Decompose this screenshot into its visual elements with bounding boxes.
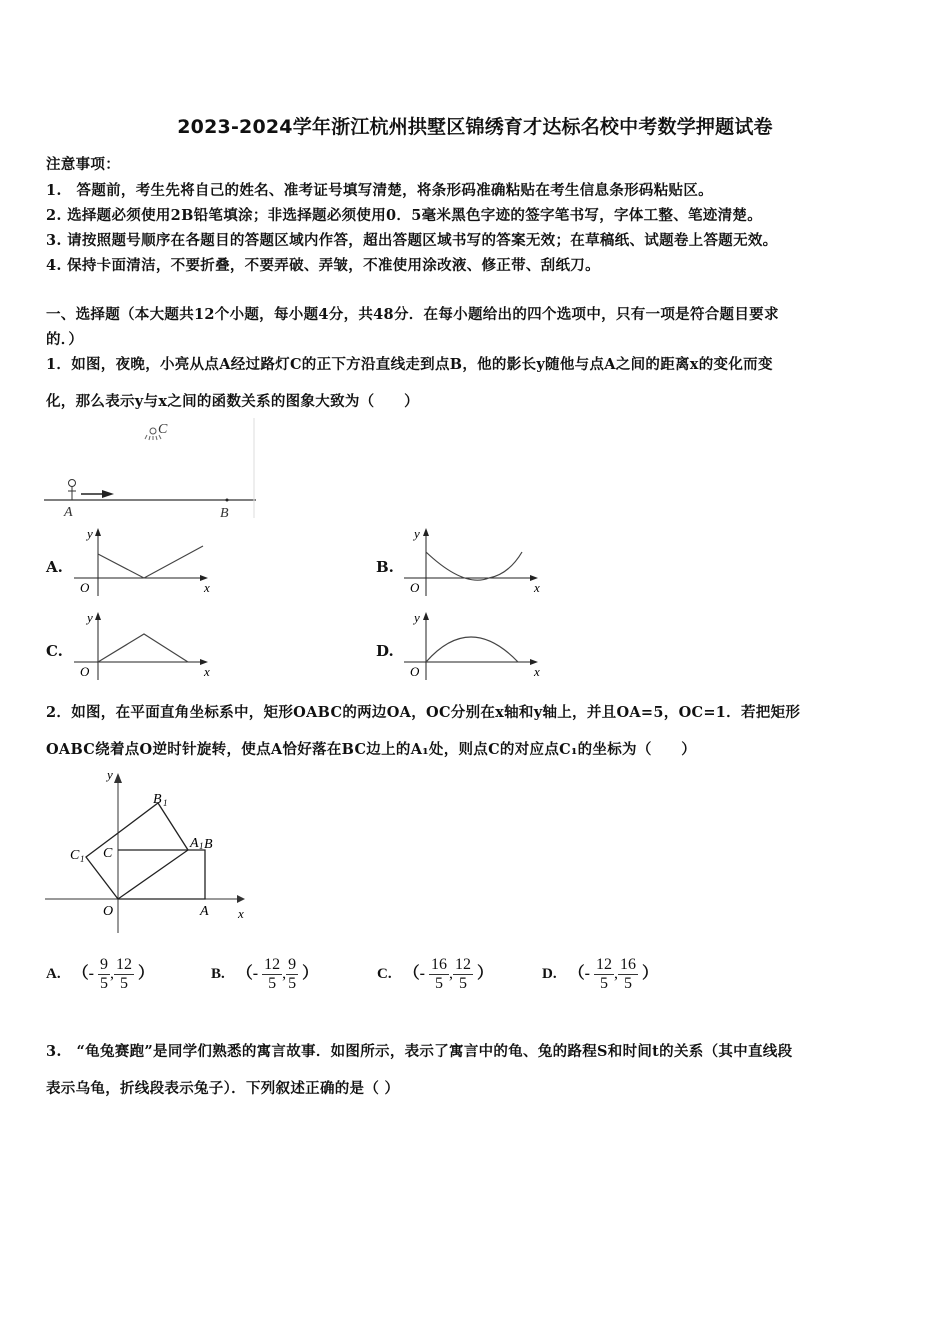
svg-text:x: x [534, 664, 540, 679]
svg-text:x: x [204, 580, 210, 595]
svg-text:O: O [80, 580, 90, 595]
option-d[interactable]: D. （- $\frac{12}{5}$ , $\frac{16}{5}$ ） [542, 956, 658, 992]
svg-text:x: x [534, 580, 540, 595]
svg-text:x: x [238, 906, 244, 921]
svg-text:O: O [80, 664, 90, 679]
svg-text:B: B [220, 506, 229, 521]
svg-text:C: C [70, 848, 80, 863]
svg-text:1: 1 [80, 854, 85, 864]
question-1-text: 1．如图，夜晚，小亮从点A经过路灯C的正下方沿直线走到点B，他的影长y随他与点A之间的距离x的变化而变 [46, 356, 773, 373]
option-d-graph[interactable] [404, 610, 546, 680]
person-icon [68, 480, 76, 501]
option-c[interactable]: C. （- $\frac{16}{5}$ , $\frac{12}{5}$ ） [377, 956, 493, 992]
arrow-right-icon [81, 490, 114, 498]
option-a-label[interactable]: A. [46, 558, 63, 576]
q1-street-figure [44, 418, 260, 522]
svg-text:B: B [204, 837, 213, 852]
svg-text:A: A [64, 505, 73, 520]
svg-text:B: B [153, 792, 162, 807]
section-heading: 一、选择题（本大题共12个小题，每小题4分，共48分．在每小题给出的四个选项中，只有一项是符合题目要求 [46, 306, 779, 323]
option-c-graph[interactable] [74, 610, 216, 680]
notice-item: 4. 保持卡面清洁，不要折叠，不要弄破、弄皱，不准使用涂改液、修正带、刮纸刀。 [46, 257, 600, 274]
option-a-graph[interactable] [74, 526, 216, 596]
svg-text:O: O [410, 664, 420, 679]
svg-text:O: O [103, 904, 114, 919]
svg-text:C: C [103, 846, 113, 861]
svg-text:y: y [414, 610, 420, 625]
svg-text:1: 1 [163, 798, 168, 808]
svg-text:x: x [204, 664, 210, 679]
svg-text:A: A [200, 904, 209, 919]
question-3-text: 3. “龟兔赛跑”是同学们熟悉的寓言故事．如图所示，表示了寓言中的龟、兔的路程S和时间t的关系（其中直线段 [46, 1043, 793, 1060]
question-1-text-cont: 化，那么表示y与x之间的函数关系的图象大致为（ ） [46, 393, 419, 410]
svg-text:y: y [87, 610, 93, 625]
option-d-label[interactable]: D. [376, 642, 394, 660]
svg-text:C: C [158, 422, 168, 437]
option-b-label[interactable]: B. [376, 558, 394, 576]
option-c-label[interactable]: C. [46, 642, 63, 660]
q2-rotation-figure [40, 765, 260, 935]
option-a[interactable]: A. （- $\frac{9}{5}$ , $\frac{12}{5}$ ） [46, 956, 154, 992]
svg-text:y: y [107, 767, 113, 782]
option-b[interactable]: B. （- $\frac{12}{5}$ , $\frac{9}{5}$ ） [211, 956, 319, 992]
notice-item: 3. 请按照题号顺序在各题目的答题区域内作答，超出答题区域书写的答案无效；在草稿纸、试题卷上答题无效。 [46, 232, 778, 249]
notice-heading: 注意事项： [46, 156, 120, 173]
question-2-text-cont: OABC绕着点O逆时针旋转，使点A恰好落在BC边上的A₁处，则点C的对应点C₁的坐标为（ ） [46, 741, 697, 758]
question-3-text-cont: 表示乌龟，折线段表示兔子）．下列叙述正确的是（ ） [46, 1080, 400, 1097]
svg-text:O: O [410, 580, 420, 595]
option-b-graph[interactable] [404, 526, 546, 596]
notice-item: 2. 选择题必须使用2B铅笔填涂；非选择题必须使用0．5毫米黑色字迹的签字笔书写，字体工整、笔迹清楚。 [46, 207, 763, 224]
page-title: 2023-2024学年浙江杭州拱墅区锦绣育才达标名校中考数学押题试卷 [177, 116, 773, 138]
notice-item: 1. 答题前，考生先将自己的姓名、准考证号填写清楚，将条形码准确粘贴在考生信息条形码粘贴区。 [46, 182, 713, 199]
question-2-text: 2．如图，在平面直角坐标系中，矩形OABC的两边OA，OC分别在x轴和y轴上，并且OA=5，OC=1．若把矩形 [46, 704, 801, 721]
section-heading-cont: 的．） [46, 331, 84, 348]
svg-text:y: y [87, 526, 93, 541]
svg-text:A: A [190, 836, 199, 851]
svg-text:y: y [414, 526, 420, 541]
svg-text:1: 1 [199, 841, 204, 851]
